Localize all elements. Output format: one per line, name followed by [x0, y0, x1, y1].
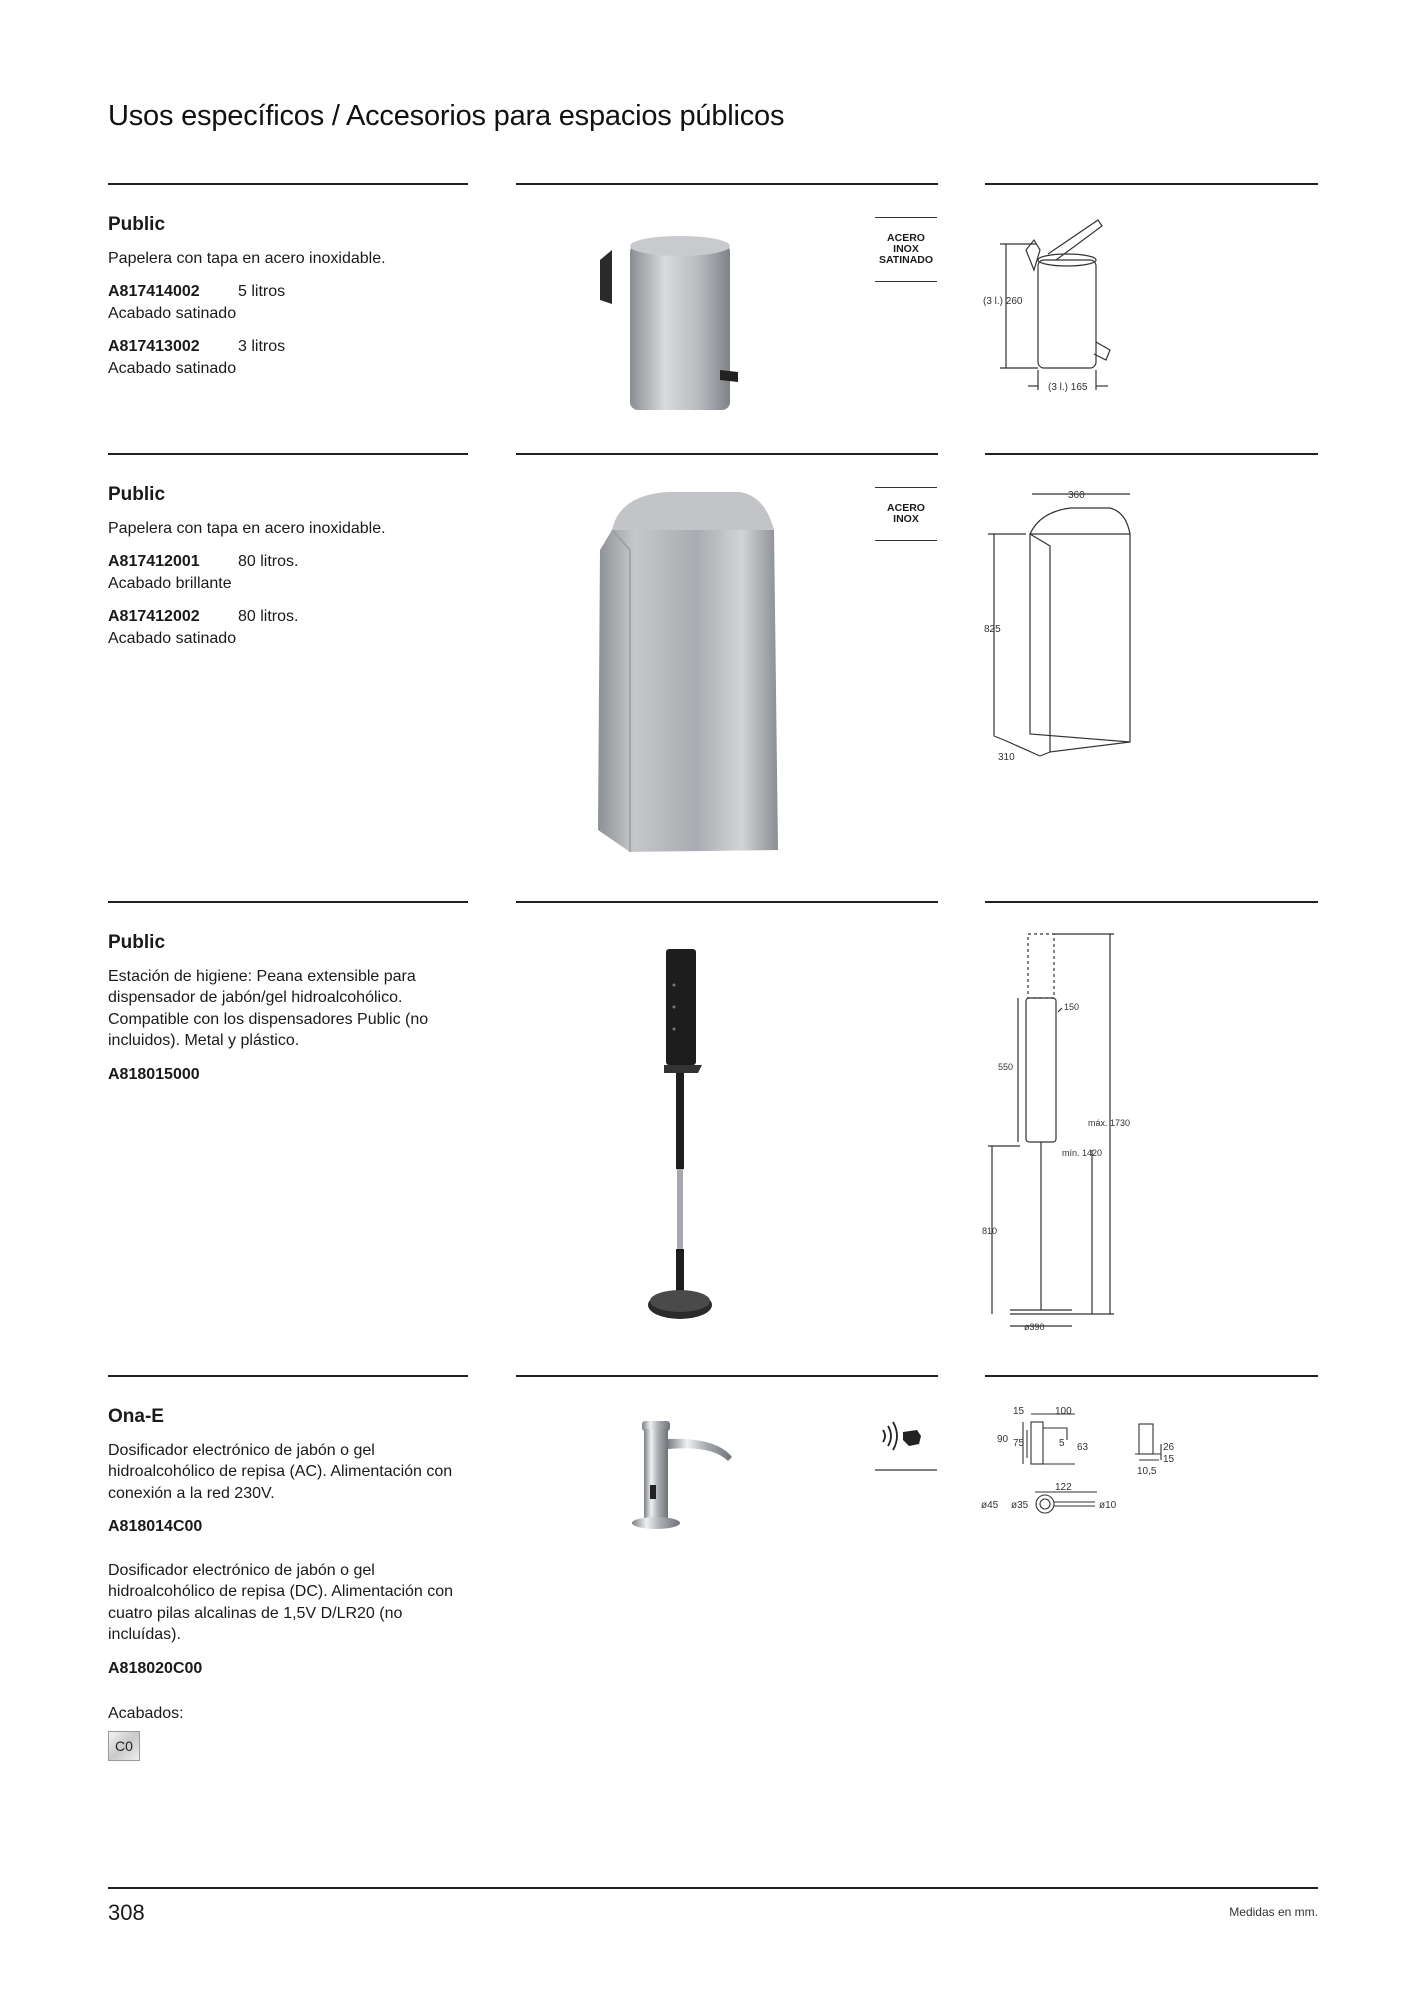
pedal-bin-image	[590, 220, 740, 410]
dimension-drawing	[980, 930, 1180, 1340]
dim-label: 75	[1013, 1438, 1025, 1449]
dim-label: 360	[1068, 490, 1085, 501]
product-spec: 80 litros.	[238, 608, 299, 625]
product-item	[108, 281, 468, 324]
footer-note: Medidas en mm.	[1229, 1905, 1318, 1919]
product-block	[108, 214, 468, 391]
divider	[516, 453, 938, 455]
dim-label: ø390	[1024, 1322, 1045, 1332]
product-description: Papelera con tapa en acero inoxidable.	[108, 249, 386, 267]
dim-label: 63	[1077, 1442, 1089, 1453]
divider	[108, 901, 468, 903]
dim-label: ø35	[1011, 1500, 1029, 1511]
product-block	[108, 484, 468, 661]
badge-text: INOX	[893, 243, 919, 255]
product-block	[108, 1406, 468, 1761]
page-title: Usos específicos / Accesorios para espacios públicos	[108, 100, 785, 132]
sensor-icon	[875, 1410, 937, 1472]
dim-label: 10,5	[1137, 1466, 1157, 1477]
dim-label: (3 l.) 165	[1048, 382, 1088, 393]
product-description: Estación de higiene: Peana extensible para dispensador de jabón/gel hidroalcohólico. Compatible con los dispensadores Public (no incluidos). Metal y plástico.	[108, 967, 429, 1049]
dim-label: 26	[1163, 1442, 1175, 1453]
product-finish: Acabado brillante	[108, 574, 232, 592]
product-description: Dosificador electrónico de jabón o gel hidroalcohólico de repisa (AC). Alimentación con conexión a la red 230V.	[108, 1441, 453, 1502]
product-item	[108, 336, 468, 379]
dim-label: ø45	[981, 1500, 999, 1511]
dim-label: mín. 1420	[1062, 1148, 1103, 1158]
divider	[985, 1375, 1318, 1377]
finishes-label: Acabados:	[108, 1705, 184, 1722]
product-spec: 3 litros	[238, 338, 286, 355]
product-item	[108, 551, 468, 594]
dim-label: 550	[998, 1062, 1014, 1072]
footer-divider	[108, 1887, 1318, 1889]
product-finish: Acabado satinado	[108, 359, 237, 377]
dimension-drawing	[975, 1400, 1195, 1540]
dim-label: 90	[997, 1434, 1009, 1445]
product-block	[108, 932, 468, 1097]
divider	[108, 1375, 468, 1377]
divider	[516, 183, 938, 185]
material-badge	[875, 217, 937, 282]
dim-label: 310	[998, 752, 1015, 763]
finish-swatch-chrome: C0	[108, 1731, 140, 1761]
badge-text: INOX	[893, 513, 919, 525]
dim-label: 5	[1059, 1438, 1065, 1449]
material-badge	[875, 487, 937, 541]
product-spec: 5 litros	[238, 283, 286, 300]
divider	[516, 1375, 938, 1377]
product-code: A817413002	[108, 338, 200, 355]
product-code: A817412001	[108, 553, 200, 570]
badge-text: SATINADO	[878, 254, 934, 266]
badge-text: ACERO	[887, 502, 925, 514]
dim-label: 825	[984, 624, 1001, 635]
product-description: Papelera con tapa en acero inoxidable.	[108, 519, 386, 537]
soap-dispenser-image	[630, 1415, 770, 1535]
product-name: Public	[108, 932, 166, 953]
page-number: 308	[108, 1900, 145, 1925]
product-description: Dosificador electrónico de jabón o gel hidroalcohólico de repisa (DC). Alimentación con cuatro pilas alcalinas de 1,5V D/LR20 (no incluídas).	[108, 1561, 454, 1643]
product-item	[108, 1658, 468, 1680]
dim-label: 100	[1055, 1406, 1072, 1417]
product-item	[108, 606, 468, 649]
dim-label: 15	[1163, 1454, 1175, 1465]
product-spec: 80 litros.	[238, 553, 299, 570]
dim-label: máx. 1730	[1088, 1118, 1131, 1128]
product-name: Ona-E	[108, 1406, 164, 1427]
product-code: A818020C00	[108, 1659, 203, 1677]
badge-text: ACERO	[887, 232, 925, 244]
product-item	[108, 1516, 468, 1538]
product-name: Public	[108, 484, 166, 505]
dim-label: 810	[982, 1226, 998, 1236]
dim-label: (3 l.) 260	[983, 296, 1023, 307]
divider	[516, 901, 938, 903]
dim-label: 150	[1064, 1002, 1080, 1012]
divider	[985, 183, 1318, 185]
dim-label: ø10	[1099, 1500, 1117, 1511]
divider	[108, 183, 468, 185]
product-finish: Acabado satinado	[108, 304, 237, 322]
hygiene-station-image	[640, 945, 720, 1335]
divider	[108, 453, 468, 455]
dimension-drawing	[980, 484, 1180, 774]
product-item	[108, 1064, 468, 1086]
large-bin-image	[590, 490, 780, 860]
dim-label: 15	[1013, 1406, 1025, 1417]
product-code: A818014C00	[108, 1518, 203, 1535]
product-name: Public	[108, 214, 166, 235]
dimension-drawing	[978, 210, 1148, 400]
product-finish: Acabado satinado	[108, 629, 237, 647]
divider	[985, 901, 1318, 903]
product-code: A817414002	[108, 283, 200, 300]
dim-label: 122	[1055, 1482, 1072, 1493]
product-code: A818015000	[108, 1065, 200, 1083]
divider	[985, 453, 1318, 455]
product-code: A817412002	[108, 608, 200, 625]
